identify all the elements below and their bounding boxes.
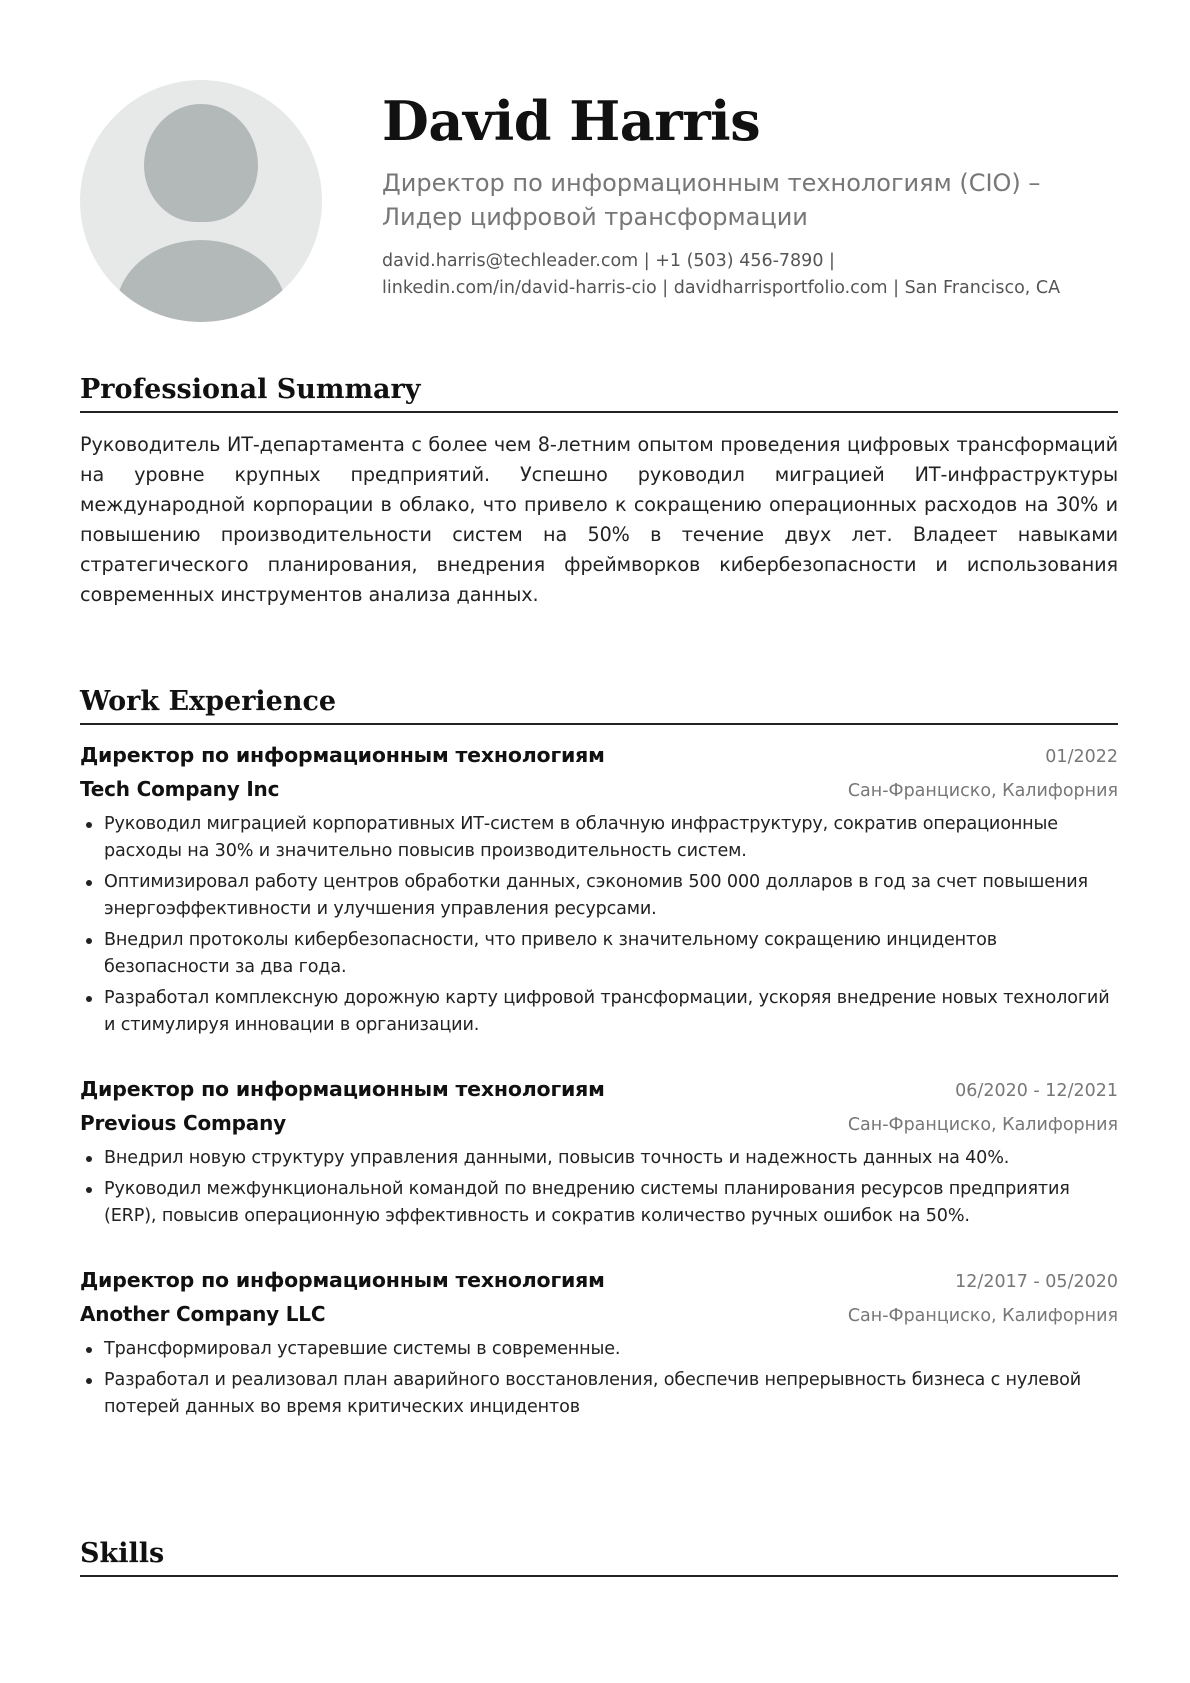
contact-line-1: david.harris@techleader.com | +1 (503) 456-7890 | xyxy=(382,251,835,271)
job-location: Сан-Франциско, Калифорния xyxy=(847,1306,1118,1326)
skills-section xyxy=(80,1540,1118,1577)
bullet-item xyxy=(80,869,1118,923)
summary-heading: Professional Summary xyxy=(80,376,1118,413)
company-name: Tech Company Inc xyxy=(80,777,280,801)
company-name: Previous Company xyxy=(80,1111,286,1135)
job-company-row xyxy=(80,773,1118,807)
bullet-dot-icon xyxy=(86,1156,92,1162)
bullet-dot-icon xyxy=(86,1347,92,1353)
bullet-dot-icon xyxy=(86,1378,92,1384)
job-date: 12/2017 - 05/2020 xyxy=(955,1272,1118,1292)
job-location: Сан-Франциско, Калифорния xyxy=(847,781,1118,801)
resume-header xyxy=(80,80,1118,330)
job-entry xyxy=(80,739,1118,1039)
job-entry xyxy=(80,1073,1118,1230)
summary-text: Руководитель ИТ-департамента с более чем 8-летним опытом проведения цифровых трансформаций на уровне крупных предприятий. Успешно руководил миграцией ИТ-инфраструктуры международной корпорации в облако, что привело к сокращению операционных расходов на 30% и повышению производительности систем на 50% в течение двух лет. Владеет навыками стратегического планирования, внедрения фреймворков кибербезопасности и использования современных инструментов анализа данных. xyxy=(80,433,1118,606)
bullet-item xyxy=(80,1176,1118,1230)
contact-info xyxy=(382,248,1132,302)
summary-section xyxy=(80,376,1118,610)
job-title: Директор по информационным технологиям xyxy=(80,1268,605,1292)
company-name: Another Company LLC xyxy=(80,1302,326,1326)
skills-heading: Skills xyxy=(80,1540,1118,1577)
job-header-row xyxy=(80,1264,1118,1298)
job-title: Директор по информационным технологиям xyxy=(80,1077,605,1101)
avatar-head-shape xyxy=(144,104,258,222)
bullet-text: Внедрил новую структуру управления данными, повысив точность и надежность данных на 40%. xyxy=(104,1148,1010,1168)
job-location: Сан-Франциско, Калифорния xyxy=(847,1115,1118,1135)
candidate-title: Директор по информационным технологиям (CIO) – Лидер цифровой трансформации xyxy=(382,169,1041,231)
bullet-text: Оптимизировал работу центров обработки данных, сэкономив 500 000 долларов в год за счет повышения энергоэффективности и улучшения управления ресурсами. xyxy=(104,872,1088,919)
job-date: 06/2020 - 12/2021 xyxy=(955,1081,1118,1101)
experience-heading: Work Experience xyxy=(80,688,1118,725)
job-company-row xyxy=(80,1298,1118,1332)
bullet-dot-icon xyxy=(86,938,92,944)
bullet-dot-icon xyxy=(86,880,92,886)
job-header-row xyxy=(80,1073,1118,1107)
bullet-item xyxy=(80,1367,1118,1421)
bullet-item xyxy=(80,927,1118,981)
bullet-dot-icon xyxy=(86,822,92,828)
bullet-item xyxy=(80,1336,1118,1363)
avatar-placeholder-icon xyxy=(80,80,322,322)
bullet-item xyxy=(80,811,1118,865)
bullet-text: Внедрил протоколы кибербезопасности, что привело к значительному сокращению инцидентов безопасности за два года. xyxy=(104,930,997,977)
job-company-row xyxy=(80,1107,1118,1141)
bullet-text: Руководил миграцией корпоративных ИТ-систем в облачную инфраструктуру, сократив операционные расходы на 30% и значительно повысив производительность систем. xyxy=(104,814,1058,861)
job-bullets xyxy=(80,1145,1118,1230)
job-bullets xyxy=(80,811,1118,1039)
bullet-item xyxy=(80,985,1118,1039)
bullet-dot-icon xyxy=(86,996,92,1002)
bullet-item xyxy=(80,1145,1118,1172)
bullet-dot-icon xyxy=(86,1187,92,1193)
avatar-body-shape xyxy=(116,240,286,322)
contact-line-2: linkedin.com/in/david-harris-cio | davidharrisportfolio.com | San Francisco, CA xyxy=(382,278,1061,298)
job-title: Директор по информационным технологиям xyxy=(80,743,605,767)
job-bullets xyxy=(80,1336,1118,1421)
bullet-text: Разработал и реализовал план аварийного восстановления, обеспечив непрерывность бизнеса с нулевой потерей данных во время критических инцидентов xyxy=(104,1370,1082,1417)
header-text xyxy=(382,80,1122,302)
experience-section xyxy=(80,688,1118,1425)
job-header-row xyxy=(80,739,1118,773)
job-date: 01/2022 xyxy=(1045,747,1118,767)
job-entry xyxy=(80,1264,1118,1421)
bullet-text: Трансформировал устаревшие системы в современные. xyxy=(104,1339,621,1359)
bullet-text: Руководил межфункциональной командой по внедрению системы планирования ресурсов предприятия (ERP), повысив операционную эффективность и сократив количество ручных ошибок на 50%. xyxy=(104,1179,1070,1226)
candidate-name: David Harris xyxy=(382,89,761,153)
bullet-text: Разработал комплексную дорожную карту цифровой трансформации, ускоряя внедрение новых технологий и стимулируя инновации в организации. xyxy=(104,988,1110,1035)
